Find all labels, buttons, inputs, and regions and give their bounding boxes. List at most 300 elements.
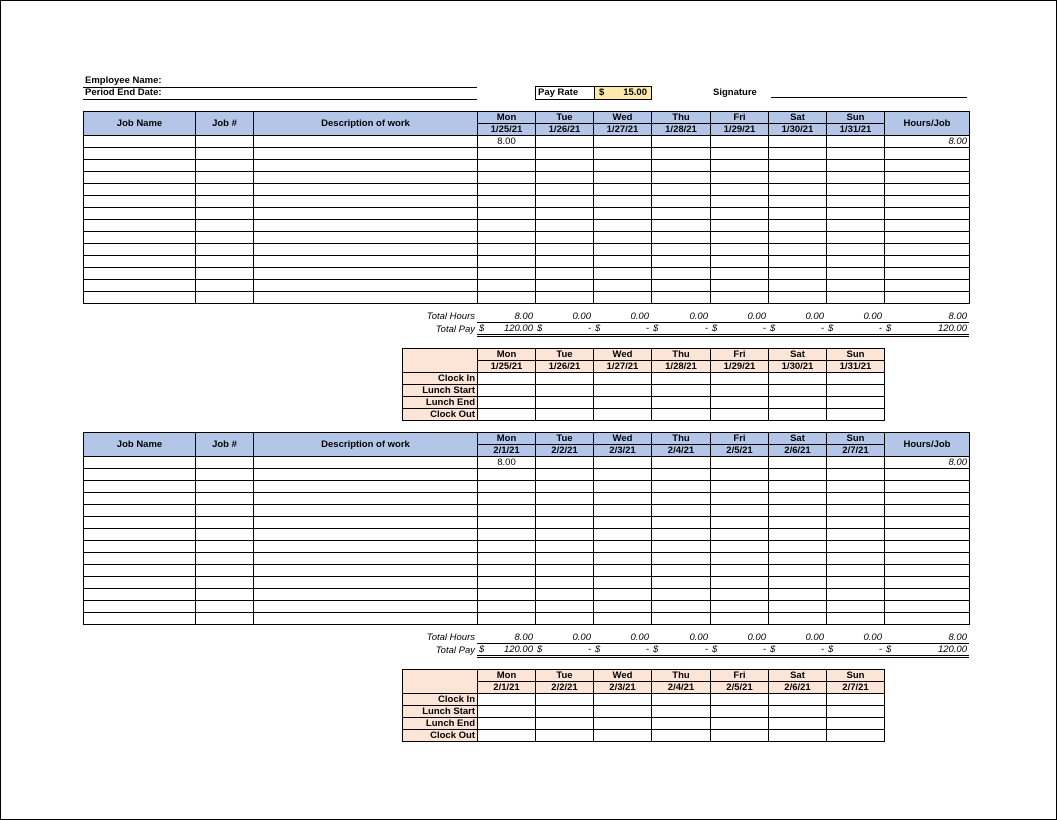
table-cell[interactable]	[885, 148, 970, 160]
table-cell[interactable]	[827, 577, 885, 589]
table-cell[interactable]	[594, 613, 652, 625]
table-cell[interactable]	[652, 469, 711, 481]
clock-time-cell[interactable]	[711, 694, 769, 706]
table-cell[interactable]	[84, 292, 196, 304]
table-cell[interactable]	[254, 136, 478, 148]
table-cell[interactable]	[536, 232, 594, 244]
table-cell[interactable]	[652, 553, 711, 565]
table-cell[interactable]	[84, 613, 196, 625]
clock-time-cell[interactable]	[478, 730, 536, 742]
table-cell[interactable]	[84, 136, 196, 148]
table-cell[interactable]	[254, 601, 478, 613]
table-cell[interactable]	[478, 541, 536, 553]
table-cell[interactable]	[196, 517, 254, 529]
table-cell[interactable]	[254, 220, 478, 232]
clock-time-cell[interactable]	[827, 409, 885, 421]
table-cell[interactable]	[478, 481, 536, 493]
table-cell[interactable]	[885, 208, 970, 220]
table-cell[interactable]	[254, 256, 478, 268]
hours-per-job-cell[interactable]: 8.00	[885, 457, 970, 469]
table-cell[interactable]	[84, 589, 196, 601]
clock-time-cell[interactable]	[769, 694, 827, 706]
table-cell[interactable]	[254, 529, 478, 541]
clock-time-cell[interactable]	[536, 373, 594, 385]
table-cell[interactable]	[885, 505, 970, 517]
table-cell[interactable]	[652, 529, 711, 541]
clock-time-cell[interactable]	[594, 730, 652, 742]
table-cell[interactable]	[254, 469, 478, 481]
period-end-field[interactable]	[83, 99, 477, 100]
table-cell[interactable]	[885, 577, 970, 589]
table-cell[interactable]	[478, 184, 536, 196]
table-cell[interactable]	[594, 541, 652, 553]
table-cell[interactable]	[536, 589, 594, 601]
table-cell[interactable]	[254, 457, 478, 469]
clock-time-cell[interactable]	[478, 397, 536, 409]
table-cell[interactable]	[827, 553, 885, 565]
table-cell[interactable]	[827, 280, 885, 292]
table-cell[interactable]	[827, 184, 885, 196]
table-cell[interactable]	[196, 601, 254, 613]
table-cell[interactable]	[536, 196, 594, 208]
table-cell[interactable]	[254, 565, 478, 577]
table-cell[interactable]	[254, 172, 478, 184]
table-cell[interactable]	[885, 481, 970, 493]
table-cell[interactable]	[885, 541, 970, 553]
table-cell[interactable]	[885, 493, 970, 505]
clock-time-cell[interactable]	[478, 385, 536, 397]
table-cell[interactable]	[536, 529, 594, 541]
table-cell[interactable]	[594, 529, 652, 541]
table-cell[interactable]	[536, 172, 594, 184]
table-cell[interactable]	[536, 244, 594, 256]
table-cell[interactable]	[536, 256, 594, 268]
table-cell[interactable]	[769, 529, 827, 541]
table-cell[interactable]	[254, 517, 478, 529]
table-cell[interactable]	[196, 529, 254, 541]
table-cell[interactable]	[594, 577, 652, 589]
table-cell[interactable]	[594, 457, 652, 469]
table-cell[interactable]	[769, 457, 827, 469]
table-cell[interactable]	[594, 208, 652, 220]
table-cell[interactable]	[885, 172, 970, 184]
table-cell[interactable]	[652, 208, 711, 220]
table-cell[interactable]	[711, 136, 769, 148]
table-cell[interactable]	[84, 517, 196, 529]
clock-time-cell[interactable]	[536, 385, 594, 397]
table-cell[interactable]	[478, 196, 536, 208]
table-cell[interactable]	[196, 469, 254, 481]
clock-time-cell[interactable]	[827, 397, 885, 409]
table-cell[interactable]	[196, 292, 254, 304]
table-cell[interactable]	[594, 469, 652, 481]
table-cell[interactable]	[827, 208, 885, 220]
table-cell[interactable]	[196, 268, 254, 280]
table-cell[interactable]	[254, 244, 478, 256]
table-cell[interactable]	[652, 541, 711, 553]
table-cell[interactable]	[769, 136, 827, 148]
table-cell[interactable]	[84, 553, 196, 565]
table-cell[interactable]	[652, 256, 711, 268]
table-cell[interactable]	[594, 172, 652, 184]
table-cell[interactable]	[594, 184, 652, 196]
table-cell[interactable]	[196, 136, 254, 148]
table-cell[interactable]	[478, 577, 536, 589]
table-cell[interactable]	[652, 505, 711, 517]
table-cell[interactable]	[254, 481, 478, 493]
table-cell[interactable]	[254, 553, 478, 565]
clock-time-cell[interactable]	[827, 694, 885, 706]
table-cell[interactable]	[594, 517, 652, 529]
table-cell[interactable]	[594, 481, 652, 493]
table-cell[interactable]	[594, 601, 652, 613]
table-cell[interactable]	[84, 469, 196, 481]
table-cell[interactable]	[827, 292, 885, 304]
table-cell[interactable]	[769, 577, 827, 589]
table-cell[interactable]	[536, 457, 594, 469]
table-cell[interactable]	[84, 280, 196, 292]
table-cell[interactable]	[711, 541, 769, 553]
table-cell[interactable]	[254, 184, 478, 196]
table-cell[interactable]	[711, 601, 769, 613]
clock-time-cell[interactable]	[827, 706, 885, 718]
table-cell[interactable]	[769, 148, 827, 160]
clock-time-cell[interactable]	[594, 694, 652, 706]
table-cell[interactable]	[652, 268, 711, 280]
table-cell[interactable]	[827, 493, 885, 505]
table-cell[interactable]	[478, 160, 536, 172]
table-cell[interactable]	[711, 469, 769, 481]
table-cell[interactable]	[769, 184, 827, 196]
table-cell[interactable]	[478, 268, 536, 280]
table-cell[interactable]	[594, 136, 652, 148]
table-cell[interactable]	[536, 493, 594, 505]
table-cell[interactable]	[478, 553, 536, 565]
table-cell[interactable]	[827, 148, 885, 160]
table-cell[interactable]	[84, 172, 196, 184]
table-cell[interactable]	[827, 256, 885, 268]
clock-time-cell[interactable]	[652, 730, 711, 742]
table-cell[interactable]	[711, 589, 769, 601]
clock-time-cell[interactable]	[478, 373, 536, 385]
table-cell[interactable]	[84, 268, 196, 280]
table-cell[interactable]	[196, 160, 254, 172]
table-cell[interactable]	[536, 268, 594, 280]
table-cell[interactable]	[594, 244, 652, 256]
table-cell[interactable]	[885, 232, 970, 244]
table-cell[interactable]	[536, 184, 594, 196]
table-cell[interactable]	[769, 196, 827, 208]
table-cell[interactable]	[827, 517, 885, 529]
table-cell[interactable]	[594, 565, 652, 577]
mon-hours-cell[interactable]: 8.00	[478, 457, 536, 469]
table-cell[interactable]	[478, 517, 536, 529]
table-cell[interactable]	[827, 136, 885, 148]
table-cell[interactable]	[536, 160, 594, 172]
table-cell[interactable]	[769, 481, 827, 493]
table-cell[interactable]	[652, 457, 711, 469]
table-cell[interactable]	[769, 280, 827, 292]
table-cell[interactable]	[196, 613, 254, 625]
table-cell[interactable]	[652, 244, 711, 256]
clock-time-cell[interactable]	[536, 730, 594, 742]
clock-time-cell[interactable]	[711, 730, 769, 742]
table-cell[interactable]	[827, 589, 885, 601]
table-cell[interactable]	[711, 196, 769, 208]
clock-time-cell[interactable]	[536, 706, 594, 718]
table-cell[interactable]	[711, 280, 769, 292]
table-cell[interactable]	[827, 505, 885, 517]
table-cell[interactable]	[594, 196, 652, 208]
table-cell[interactable]	[769, 208, 827, 220]
table-cell[interactable]	[478, 505, 536, 517]
table-cell[interactable]	[652, 613, 711, 625]
table-cell[interactable]	[711, 505, 769, 517]
table-cell[interactable]	[84, 160, 196, 172]
clock-time-cell[interactable]	[594, 373, 652, 385]
table-cell[interactable]	[827, 457, 885, 469]
table-cell[interactable]	[769, 160, 827, 172]
table-cell[interactable]	[536, 517, 594, 529]
clock-time-cell[interactable]	[536, 694, 594, 706]
table-cell[interactable]	[196, 244, 254, 256]
table-cell[interactable]	[769, 613, 827, 625]
table-cell[interactable]	[594, 256, 652, 268]
table-cell[interactable]	[711, 220, 769, 232]
table-cell[interactable]	[536, 148, 594, 160]
table-cell[interactable]	[652, 565, 711, 577]
table-cell[interactable]	[84, 565, 196, 577]
table-cell[interactable]	[711, 577, 769, 589]
table-cell[interactable]	[885, 196, 970, 208]
table-cell[interactable]	[254, 505, 478, 517]
table-cell[interactable]	[196, 148, 254, 160]
table-cell[interactable]	[711, 232, 769, 244]
table-cell[interactable]	[885, 589, 970, 601]
table-cell[interactable]	[594, 292, 652, 304]
table-cell[interactable]	[711, 172, 769, 184]
clock-time-cell[interactable]	[769, 385, 827, 397]
clock-time-cell[interactable]	[478, 706, 536, 718]
table-cell[interactable]	[885, 517, 970, 529]
table-cell[interactable]	[254, 292, 478, 304]
clock-time-cell[interactable]	[594, 718, 652, 730]
clock-time-cell[interactable]	[769, 397, 827, 409]
table-cell[interactable]	[594, 148, 652, 160]
table-cell[interactable]	[711, 184, 769, 196]
table-cell[interactable]	[196, 232, 254, 244]
table-cell[interactable]	[478, 280, 536, 292]
table-cell[interactable]	[84, 196, 196, 208]
table-cell[interactable]	[196, 280, 254, 292]
table-cell[interactable]	[84, 601, 196, 613]
table-cell[interactable]	[478, 493, 536, 505]
table-cell[interactable]	[196, 493, 254, 505]
table-cell[interactable]	[652, 280, 711, 292]
table-cell[interactable]	[84, 481, 196, 493]
table-cell[interactable]	[711, 481, 769, 493]
table-cell[interactable]	[769, 256, 827, 268]
table-cell[interactable]	[84, 505, 196, 517]
table-cell[interactable]	[84, 256, 196, 268]
table-cell[interactable]	[536, 469, 594, 481]
table-cell[interactable]	[652, 220, 711, 232]
table-cell[interactable]	[652, 232, 711, 244]
table-cell[interactable]	[536, 208, 594, 220]
table-cell[interactable]	[478, 172, 536, 184]
clock-time-cell[interactable]	[478, 718, 536, 730]
table-cell[interactable]	[594, 220, 652, 232]
table-cell[interactable]	[254, 208, 478, 220]
table-cell[interactable]	[711, 208, 769, 220]
clock-time-cell[interactable]	[652, 397, 711, 409]
table-cell[interactable]	[196, 481, 254, 493]
table-cell[interactable]	[769, 517, 827, 529]
table-cell[interactable]	[478, 469, 536, 481]
table-cell[interactable]	[254, 541, 478, 553]
clock-time-cell[interactable]	[594, 409, 652, 421]
table-cell[interactable]	[478, 256, 536, 268]
table-cell[interactable]	[769, 541, 827, 553]
table-cell[interactable]	[594, 268, 652, 280]
table-cell[interactable]	[536, 577, 594, 589]
table-cell[interactable]	[885, 565, 970, 577]
table-cell[interactable]	[711, 493, 769, 505]
table-cell[interactable]	[536, 505, 594, 517]
table-cell[interactable]	[711, 457, 769, 469]
table-cell[interactable]	[827, 220, 885, 232]
table-cell[interactable]	[84, 184, 196, 196]
clock-time-cell[interactable]	[652, 706, 711, 718]
table-cell[interactable]	[84, 148, 196, 160]
mon-hours-cell[interactable]: 8.00	[478, 136, 536, 148]
clock-time-cell[interactable]	[711, 385, 769, 397]
clock-time-cell[interactable]	[536, 718, 594, 730]
clock-time-cell[interactable]	[827, 718, 885, 730]
table-cell[interactable]	[196, 172, 254, 184]
table-cell[interactable]	[84, 457, 196, 469]
table-cell[interactable]	[478, 244, 536, 256]
table-cell[interactable]	[84, 577, 196, 589]
clock-time-cell[interactable]	[652, 373, 711, 385]
table-cell[interactable]	[536, 565, 594, 577]
table-cell[interactable]	[478, 589, 536, 601]
table-cell[interactable]	[254, 268, 478, 280]
table-cell[interactable]	[885, 601, 970, 613]
table-cell[interactable]	[652, 481, 711, 493]
table-cell[interactable]	[769, 244, 827, 256]
table-cell[interactable]	[536, 601, 594, 613]
table-cell[interactable]	[652, 136, 711, 148]
table-cell[interactable]	[711, 160, 769, 172]
table-cell[interactable]	[711, 244, 769, 256]
signature-field[interactable]	[771, 97, 967, 98]
clock-time-cell[interactable]	[652, 718, 711, 730]
table-cell[interactable]	[478, 232, 536, 244]
table-cell[interactable]	[885, 292, 970, 304]
table-cell[interactable]	[196, 196, 254, 208]
table-cell[interactable]	[652, 589, 711, 601]
clock-time-cell[interactable]	[652, 385, 711, 397]
clock-time-cell[interactable]	[536, 397, 594, 409]
table-cell[interactable]	[827, 196, 885, 208]
table-cell[interactable]	[254, 280, 478, 292]
table-cell[interactable]	[827, 481, 885, 493]
table-cell[interactable]	[84, 232, 196, 244]
table-cell[interactable]	[84, 208, 196, 220]
table-cell[interactable]	[769, 493, 827, 505]
clock-time-cell[interactable]	[827, 730, 885, 742]
table-cell[interactable]	[478, 601, 536, 613]
table-cell[interactable]	[84, 529, 196, 541]
table-cell[interactable]	[254, 493, 478, 505]
table-cell[interactable]	[827, 529, 885, 541]
table-cell[interactable]	[827, 268, 885, 280]
table-cell[interactable]	[196, 220, 254, 232]
table-cell[interactable]	[885, 160, 970, 172]
table-cell[interactable]	[711, 565, 769, 577]
clock-time-cell[interactable]	[711, 373, 769, 385]
table-cell[interactable]	[536, 292, 594, 304]
table-cell[interactable]	[711, 529, 769, 541]
table-cell[interactable]	[536, 541, 594, 553]
table-cell[interactable]	[594, 280, 652, 292]
table-cell[interactable]	[885, 469, 970, 481]
table-cell[interactable]	[827, 160, 885, 172]
table-cell[interactable]	[827, 244, 885, 256]
table-cell[interactable]	[196, 184, 254, 196]
table-cell[interactable]	[652, 601, 711, 613]
table-cell[interactable]	[652, 172, 711, 184]
clock-time-cell[interactable]	[827, 373, 885, 385]
table-cell[interactable]	[885, 256, 970, 268]
clock-time-cell[interactable]	[594, 385, 652, 397]
table-cell[interactable]	[769, 553, 827, 565]
table-cell[interactable]	[478, 613, 536, 625]
table-cell[interactable]	[885, 220, 970, 232]
pay-rate-field[interactable]	[594, 86, 652, 100]
table-cell[interactable]	[478, 529, 536, 541]
table-cell[interactable]	[711, 268, 769, 280]
table-cell[interactable]	[254, 148, 478, 160]
table-cell[interactable]	[769, 292, 827, 304]
table-cell[interactable]	[769, 469, 827, 481]
table-cell[interactable]	[594, 160, 652, 172]
clock-time-cell[interactable]	[594, 706, 652, 718]
table-cell[interactable]	[827, 601, 885, 613]
table-cell[interactable]	[827, 541, 885, 553]
table-cell[interactable]	[711, 292, 769, 304]
clock-time-cell[interactable]	[478, 694, 536, 706]
table-cell[interactable]	[254, 589, 478, 601]
table-cell[interactable]	[769, 589, 827, 601]
table-cell[interactable]	[594, 553, 652, 565]
table-cell[interactable]	[196, 577, 254, 589]
clock-time-cell[interactable]	[769, 730, 827, 742]
table-cell[interactable]	[769, 505, 827, 517]
table-cell[interactable]	[478, 148, 536, 160]
table-cell[interactable]	[827, 232, 885, 244]
table-cell[interactable]	[711, 553, 769, 565]
table-cell[interactable]	[769, 268, 827, 280]
table-cell[interactable]	[254, 196, 478, 208]
table-cell[interactable]	[254, 232, 478, 244]
clock-time-cell[interactable]	[711, 706, 769, 718]
table-cell[interactable]	[652, 148, 711, 160]
clock-time-cell[interactable]	[769, 409, 827, 421]
table-cell[interactable]	[769, 220, 827, 232]
clock-time-cell[interactable]	[711, 409, 769, 421]
